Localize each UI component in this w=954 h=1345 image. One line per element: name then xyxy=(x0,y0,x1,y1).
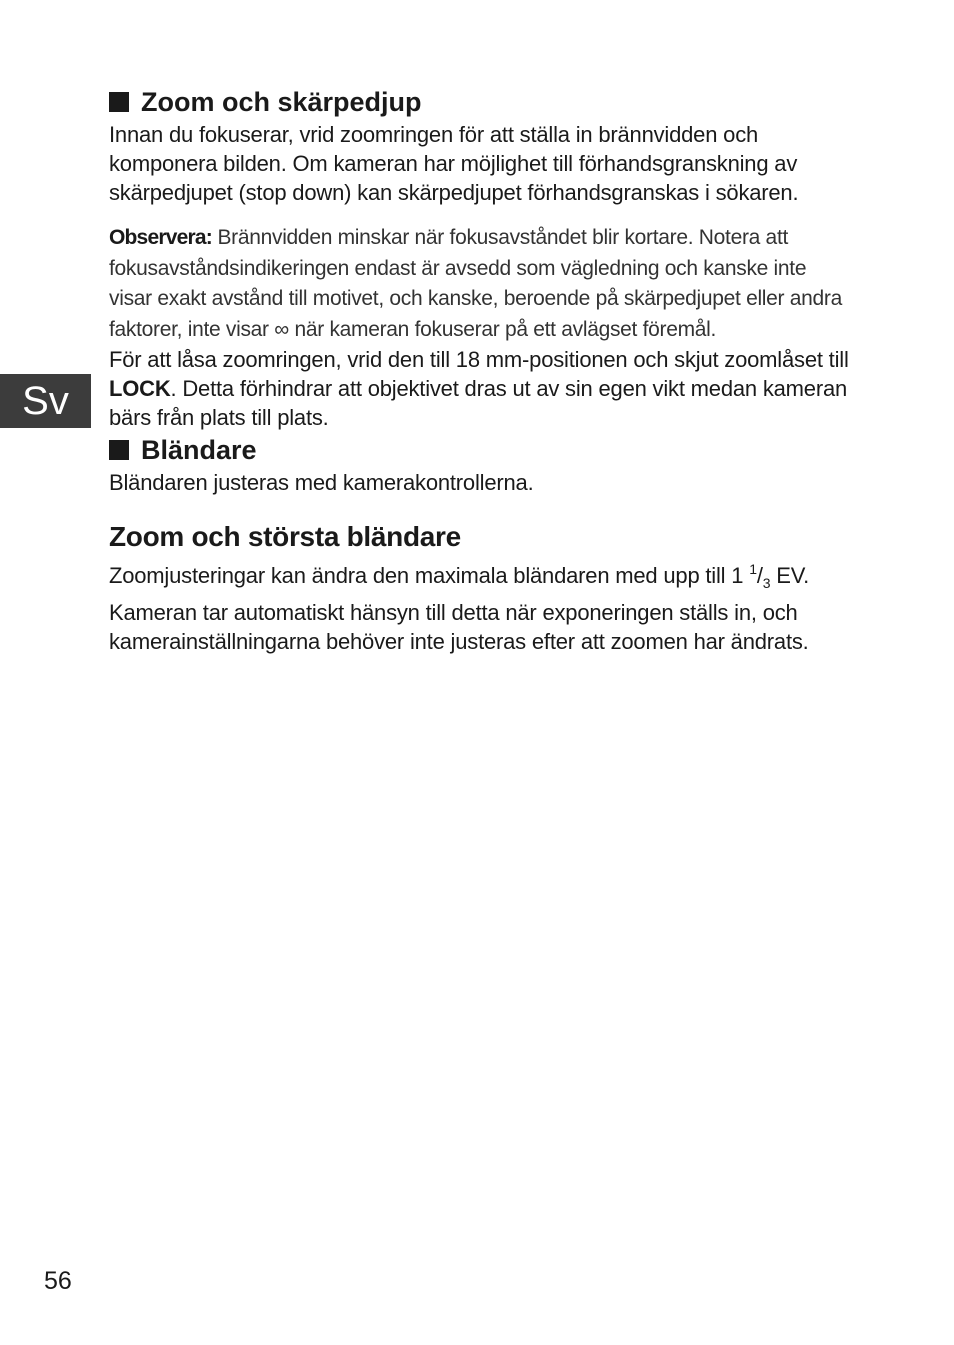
heading-aperture xyxy=(109,432,849,468)
note-paragraph xyxy=(109,223,849,345)
zoom-dof-paragraph: Innan du fokuserar, vrid zoomringen för att ställa in brännvidden och komponera bilden. Om kameran har möjlighet till förhandsgranskning av skärpedjupet (stop down) kan skärpedjupet förhandsgranskas i sökaren. xyxy=(109,122,799,205)
square-bullet-icon xyxy=(109,440,129,460)
max-aperture-text-1: Zoomjusteringar kan ändra den maximala bländaren med upp till 1 xyxy=(109,563,750,588)
language-tab-label: Sv xyxy=(22,379,69,423)
page-content xyxy=(109,84,849,656)
square-bullet-icon xyxy=(109,92,129,112)
zoom-lock-text-1: För att låsa zoomringen, vrid den till 18 mm-positionen och skjut zoomlåset till xyxy=(109,347,849,372)
note-label: Observera: xyxy=(109,226,212,249)
heading-zoom-dof xyxy=(109,84,849,120)
fraction-numerator: 1 xyxy=(749,561,757,577)
language-tab xyxy=(0,374,91,428)
note-text: Brännvidden minskar när fokusavståndet blir kortare. Notera att fokusavståndsindikeringen endast är avsedd som vägledning och kanske inte visar exakt avstånd till motivet, och kanske, beroende på skärpedjupet eller andra faktorer, inte visar ∞ när kameran fokuserar på ett avlägset föremål. xyxy=(109,226,842,341)
max-aperture-text-2: EV. Kameran tar automatiskt hänsyn till detta när exponeringen ställs in, och kamerainställningarna behöver inte justeras efter att zoomen har ändrats. xyxy=(109,563,810,654)
fraction-denominator: 3 xyxy=(762,575,771,591)
heading-zoom-dof-text: Zoom och skärpedjup xyxy=(141,87,422,117)
page-number: 56 xyxy=(44,1267,72,1295)
fraction-one-third: $^1/_3$ xyxy=(749,561,771,591)
lock-label: LOCK xyxy=(109,376,171,401)
heading-zoom-max-aperture: Zoom och största bländare xyxy=(109,521,461,552)
zoom-lock-text-2: . Detta förhindrar att objektivet dras ut av sin egen vikt medan kameran bärs från plats till plats. xyxy=(109,376,848,430)
aperture-paragraph: Bländaren justeras med kamerakontrollerna. xyxy=(109,470,534,495)
heading-aperture-text: Bländare xyxy=(141,435,257,465)
zoom-max-aperture-paragraph xyxy=(109,555,849,656)
zoom-lock-paragraph xyxy=(109,345,849,432)
